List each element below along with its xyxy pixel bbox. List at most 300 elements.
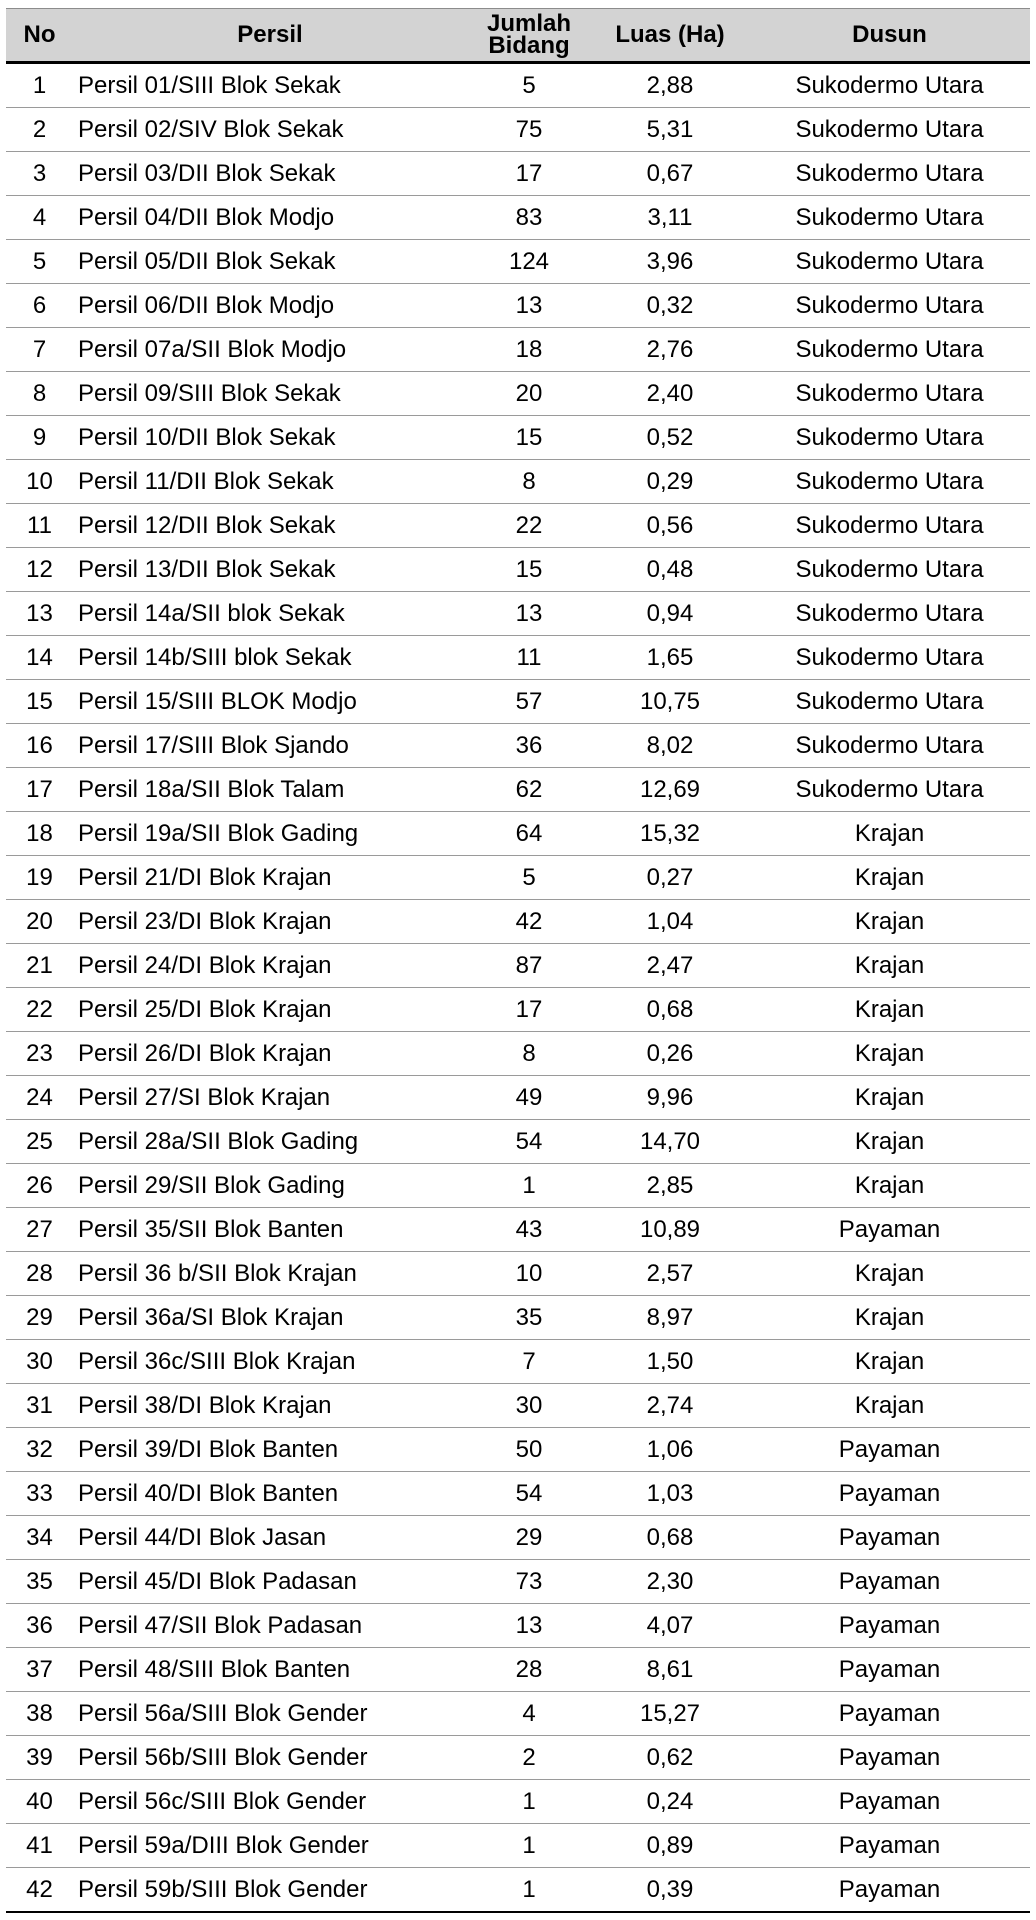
table-row — [6, 152, 1030, 196]
cell-no: 16 — [6, 724, 73, 768]
header-row — [6, 9, 1030, 63]
cell-persil — [73, 1604, 467, 1648]
cell-persil-text: Persil 17/SIII Blok Sjando — [78, 731, 349, 759]
table-row — [6, 240, 1030, 284]
table-header — [6, 9, 1030, 63]
cell-dusun: Sukodermo Utara — [749, 240, 1030, 284]
table-row — [6, 460, 1030, 504]
cell-persil — [73, 460, 467, 504]
cell-jumlah: 1 — [467, 1868, 591, 1913]
cell-no: 12 — [6, 548, 73, 592]
cell-luas: 0,24 — [591, 1780, 749, 1824]
cell-no: 2 — [6, 108, 73, 152]
cell-no: 6 — [6, 284, 73, 328]
cell-dusun: Payaman — [749, 1824, 1030, 1868]
cell-luas: 5,31 — [591, 108, 749, 152]
cell-dusun: Sukodermo Utara — [749, 63, 1030, 108]
table-row — [6, 1648, 1030, 1692]
cell-jumlah: 20 — [467, 372, 591, 416]
table-row — [6, 196, 1030, 240]
cell-persil — [73, 1076, 467, 1120]
cell-persil — [73, 1252, 467, 1296]
cell-luas: 0,32 — [591, 284, 749, 328]
cell-persil-text: Persil 59a/DIII Blok Gender — [78, 1831, 369, 1859]
cell-persil — [73, 1692, 467, 1736]
cell-persil-text: Persil 07a/SII Blok Modjo — [78, 335, 347, 363]
cell-jumlah: 13 — [467, 1604, 591, 1648]
cell-jumlah: 30 — [467, 1384, 591, 1428]
cell-no: 25 — [6, 1120, 73, 1164]
cell-no: 19 — [6, 856, 73, 900]
cell-luas: 1,06 — [591, 1428, 749, 1472]
cell-luas: 0,27 — [591, 856, 749, 900]
cell-dusun: Krajan — [749, 812, 1030, 856]
cell-persil — [73, 416, 467, 460]
cell-no: 39 — [6, 1736, 73, 1780]
cell-no: 33 — [6, 1472, 73, 1516]
cell-jumlah: 87 — [467, 944, 591, 988]
cell-persil — [73, 1384, 467, 1428]
cell-luas: 2,74 — [591, 1384, 749, 1428]
table-row — [6, 284, 1030, 328]
cell-luas: 15,32 — [591, 812, 749, 856]
cell-jumlah: 17 — [467, 152, 591, 196]
table-row — [6, 988, 1030, 1032]
cell-jumlah: 75 — [467, 108, 591, 152]
cell-luas: 0,48 — [591, 548, 749, 592]
cell-dusun: Krajan — [749, 856, 1030, 900]
cell-persil-text: Persil 29/SII Blok Gading — [78, 1171, 345, 1199]
cell-luas: 4,07 — [591, 1604, 749, 1648]
cell-dusun: Payaman — [749, 1692, 1030, 1736]
cell-persil — [73, 372, 467, 416]
cell-persil — [73, 1780, 467, 1824]
table-row — [6, 724, 1030, 768]
cell-persil-text: Persil 01/SIII Blok Sekak — [78, 71, 341, 99]
cell-persil — [73, 768, 467, 812]
cell-dusun: Sukodermo Utara — [749, 196, 1030, 240]
table-row — [6, 1208, 1030, 1252]
cell-persil-text: Persil 39/DI Blok Banten — [78, 1435, 339, 1463]
cell-no: 40 — [6, 1780, 73, 1824]
cell-jumlah: 42 — [467, 900, 591, 944]
cell-jumlah: 49 — [467, 1076, 591, 1120]
cell-jumlah: 13 — [467, 284, 591, 328]
cell-dusun: Krajan — [749, 1340, 1030, 1384]
cell-persil-text: Persil 36c/SIII Blok Krajan — [78, 1347, 356, 1375]
cell-persil-text: Persil 24/DI Blok Krajan — [78, 951, 332, 979]
cell-no: 14 — [6, 636, 73, 680]
cell-dusun: Payaman — [749, 1472, 1030, 1516]
cell-jumlah: 7 — [467, 1340, 591, 1384]
cell-luas: 0,62 — [591, 1736, 749, 1780]
table-row — [6, 328, 1030, 372]
cell-luas: 2,40 — [591, 372, 749, 416]
cell-luas: 1,03 — [591, 1472, 749, 1516]
cell-persil-text: Persil 15/SIII BLOK Modjo — [78, 687, 357, 715]
cell-persil — [73, 1296, 467, 1340]
table-row — [6, 1692, 1030, 1736]
cell-jumlah: 1 — [467, 1164, 591, 1208]
table-row — [6, 1428, 1030, 1472]
cell-persil — [73, 900, 467, 944]
cell-dusun: Krajan — [749, 944, 1030, 988]
cell-dusun: Sukodermo Utara — [749, 768, 1030, 812]
cell-persil — [73, 152, 467, 196]
cell-persil-text: Persil 36a/SI Blok Krajan — [78, 1303, 344, 1331]
cell-no: 35 — [6, 1560, 73, 1604]
cell-jumlah: 54 — [467, 1120, 591, 1164]
cell-jumlah: 18 — [467, 328, 591, 372]
cell-persil-text: Persil 03/DII Blok Sekak — [78, 159, 336, 187]
cell-persil — [73, 1736, 467, 1780]
cell-dusun: Payaman — [749, 1648, 1030, 1692]
table-row — [6, 548, 1030, 592]
table-row — [6, 108, 1030, 152]
cell-persil — [73, 680, 467, 724]
cell-no: 21 — [6, 944, 73, 988]
cell-jumlah: 73 — [467, 1560, 591, 1604]
cell-dusun: Payaman — [749, 1428, 1030, 1472]
cell-persil-text: Persil 35/SII Blok Banten — [78, 1215, 344, 1243]
cell-dusun: Sukodermo Utara — [749, 548, 1030, 592]
cell-luas: 3,96 — [591, 240, 749, 284]
cell-luas: 1,04 — [591, 900, 749, 944]
cell-luas: 0,39 — [591, 1868, 749, 1913]
cell-jumlah: 22 — [467, 504, 591, 548]
cell-persil-text: Persil 44/DI Blok Jasan — [78, 1523, 327, 1551]
cell-persil-text: Persil 26/DI Blok Krajan — [78, 1039, 332, 1067]
table-row — [6, 812, 1030, 856]
header-no: No — [6, 9, 73, 63]
table-row — [6, 900, 1030, 944]
cell-luas: 0,68 — [591, 1516, 749, 1560]
cell-jumlah: 64 — [467, 812, 591, 856]
cell-luas: 0,56 — [591, 504, 749, 548]
cell-dusun: Payaman — [749, 1604, 1030, 1648]
cell-no: 27 — [6, 1208, 73, 1252]
persil-table — [6, 8, 1030, 1913]
cell-persil — [73, 1472, 467, 1516]
cell-dusun: Sukodermo Utara — [749, 416, 1030, 460]
cell-persil — [73, 1560, 467, 1604]
cell-jumlah: 5 — [467, 856, 591, 900]
cell-no: 30 — [6, 1340, 73, 1384]
cell-jumlah: 35 — [467, 1296, 591, 1340]
cell-persil-text: Persil 04/DII Blok Modjo — [78, 203, 335, 231]
header-jumlah-line2: Bidang — [488, 32, 570, 59]
cell-persil-text: Persil 47/SII Blok Padasan — [78, 1611, 363, 1639]
cell-no: 34 — [6, 1516, 73, 1560]
cell-jumlah: 11 — [467, 636, 591, 680]
cell-persil-text: Persil 27/SI Blok Krajan — [78, 1083, 331, 1111]
cell-dusun: Payaman — [749, 1736, 1030, 1780]
cell-no: 41 — [6, 1824, 73, 1868]
cell-persil-text: Persil 12/DII Blok Sekak — [78, 511, 336, 539]
cell-jumlah: 17 — [467, 988, 591, 1032]
cell-luas: 8,97 — [591, 1296, 749, 1340]
cell-no: 29 — [6, 1296, 73, 1340]
cell-luas: 2,85 — [591, 1164, 749, 1208]
cell-jumlah: 1 — [467, 1824, 591, 1868]
cell-no: 22 — [6, 988, 73, 1032]
table-row — [6, 372, 1030, 416]
cell-dusun: Sukodermo Utara — [749, 372, 1030, 416]
table-row — [6, 944, 1030, 988]
cell-no: 28 — [6, 1252, 73, 1296]
cell-persil-text: Persil 40/DI Blok Banten — [78, 1479, 339, 1507]
cell-persil — [73, 856, 467, 900]
cell-persil-text: Persil 23/DI Blok Krajan — [78, 907, 332, 935]
cell-luas: 0,29 — [591, 460, 749, 504]
cell-no: 36 — [6, 1604, 73, 1648]
cell-luas: 0,94 — [591, 592, 749, 636]
cell-persil — [73, 548, 467, 592]
cell-persil-text: Persil 45/DI Blok Padasan — [78, 1567, 357, 1595]
cell-jumlah: 8 — [467, 460, 591, 504]
cell-luas: 8,61 — [591, 1648, 749, 1692]
cell-persil — [73, 1648, 467, 1692]
cell-no: 32 — [6, 1428, 73, 1472]
table-row — [6, 1604, 1030, 1648]
cell-persil — [73, 328, 467, 372]
cell-luas: 9,96 — [591, 1076, 749, 1120]
cell-persil — [73, 284, 467, 328]
cell-no: 4 — [6, 196, 73, 240]
cell-jumlah: 10 — [467, 1252, 591, 1296]
cell-dusun: Sukodermo Utara — [749, 504, 1030, 548]
cell-luas: 0,52 — [591, 416, 749, 460]
cell-dusun: Payaman — [749, 1516, 1030, 1560]
cell-persil-text: Persil 48/SIII Blok Banten — [78, 1655, 351, 1683]
table-row — [6, 416, 1030, 460]
cell-persil — [73, 1516, 467, 1560]
cell-jumlah: 54 — [467, 1472, 591, 1516]
cell-luas: 2,76 — [591, 328, 749, 372]
cell-dusun: Krajan — [749, 1076, 1030, 1120]
cell-no: 5 — [6, 240, 73, 284]
header-jumlah-bidang — [467, 9, 591, 63]
cell-persil-text: Persil 19a/SII Blok Gading — [78, 819, 359, 847]
cell-dusun: Sukodermo Utara — [749, 284, 1030, 328]
cell-persil-text: Persil 25/DI Blok Krajan — [78, 995, 332, 1023]
cell-dusun: Sukodermo Utara — [749, 680, 1030, 724]
table-row — [6, 1560, 1030, 1604]
header-persil: Persil — [73, 9, 467, 63]
table-row — [6, 1472, 1030, 1516]
cell-jumlah: 36 — [467, 724, 591, 768]
cell-persil — [73, 1208, 467, 1252]
cell-persil — [73, 1868, 467, 1913]
cell-dusun: Sukodermo Utara — [749, 152, 1030, 196]
cell-dusun: Krajan — [749, 1384, 1030, 1428]
cell-dusun: Krajan — [749, 988, 1030, 1032]
table-row — [6, 768, 1030, 812]
cell-no: 20 — [6, 900, 73, 944]
cell-persil-text: Persil 36 b/SII Blok Krajan — [78, 1259, 357, 1287]
cell-luas: 8,02 — [591, 724, 749, 768]
table-row — [6, 1076, 1030, 1120]
cell-jumlah: 5 — [467, 63, 591, 108]
cell-persil — [73, 1120, 467, 1164]
cell-luas: 2,47 — [591, 944, 749, 988]
cell-persil — [73, 944, 467, 988]
header-dusun: Dusun — [749, 9, 1030, 63]
table-row — [6, 63, 1030, 108]
cell-luas: 2,57 — [591, 1252, 749, 1296]
cell-persil — [73, 1428, 467, 1472]
cell-no: 26 — [6, 1164, 73, 1208]
cell-persil — [73, 240, 467, 284]
cell-no: 17 — [6, 768, 73, 812]
table-row — [6, 1296, 1030, 1340]
cell-luas: 3,11 — [591, 196, 749, 240]
table-row — [6, 1032, 1030, 1076]
cell-persil-text: Persil 06/DII Blok Modjo — [78, 291, 335, 319]
cell-persil-text: Persil 10/DII Blok Sekak — [78, 423, 336, 451]
cell-no: 8 — [6, 372, 73, 416]
header-luas: Luas (Ha) — [591, 9, 749, 63]
cell-dusun: Sukodermo Utara — [749, 636, 1030, 680]
cell-jumlah: 13 — [467, 592, 591, 636]
cell-persil — [73, 812, 467, 856]
cell-dusun: Krajan — [749, 1296, 1030, 1340]
cell-persil-text: Persil 14b/SIII blok Sekak — [78, 643, 352, 671]
cell-jumlah: 83 — [467, 196, 591, 240]
cell-persil — [73, 1340, 467, 1384]
cell-dusun: Sukodermo Utara — [749, 592, 1030, 636]
cell-luas: 0,68 — [591, 988, 749, 1032]
cell-dusun: Krajan — [749, 1032, 1030, 1076]
cell-persil — [73, 988, 467, 1032]
table-row — [6, 856, 1030, 900]
cell-dusun: Payaman — [749, 1560, 1030, 1604]
cell-no: 15 — [6, 680, 73, 724]
cell-persil — [73, 724, 467, 768]
cell-no: 38 — [6, 1692, 73, 1736]
cell-jumlah: 1 — [467, 1780, 591, 1824]
cell-persil-text: Persil 56c/SIII Blok Gender — [78, 1787, 367, 1815]
cell-no: 18 — [6, 812, 73, 856]
cell-persil-text: Persil 13/DII Blok Sekak — [78, 555, 336, 583]
cell-dusun: Payaman — [749, 1868, 1030, 1913]
cell-luas: 14,70 — [591, 1120, 749, 1164]
cell-dusun: Sukodermo Utara — [749, 108, 1030, 152]
table-row — [6, 1824, 1030, 1868]
table-row — [6, 504, 1030, 548]
cell-no: 31 — [6, 1384, 73, 1428]
cell-no: 10 — [6, 460, 73, 504]
cell-persil — [73, 1164, 467, 1208]
cell-no: 13 — [6, 592, 73, 636]
table-row — [6, 1252, 1030, 1296]
cell-persil — [73, 1824, 467, 1868]
cell-no: 37 — [6, 1648, 73, 1692]
cell-dusun: Sukodermo Utara — [749, 460, 1030, 504]
cell-no: 42 — [6, 1868, 73, 1913]
cell-dusun: Krajan — [749, 900, 1030, 944]
cell-luas: 0,26 — [591, 1032, 749, 1076]
cell-persil-text: Persil 18a/SII Blok Talam — [78, 775, 345, 803]
cell-persil-text: Persil 28a/SII Blok Gading — [78, 1127, 359, 1155]
cell-persil-text: Persil 21/DI Blok Krajan — [78, 863, 332, 891]
cell-persil-text: Persil 38/DI Blok Krajan — [78, 1391, 332, 1419]
table-row — [6, 592, 1030, 636]
cell-dusun: Sukodermo Utara — [749, 724, 1030, 768]
cell-jumlah: 57 — [467, 680, 591, 724]
cell-persil — [73, 636, 467, 680]
table-row — [6, 1868, 1030, 1913]
table-row — [6, 1120, 1030, 1164]
cell-jumlah: 43 — [467, 1208, 591, 1252]
cell-no: 9 — [6, 416, 73, 460]
cell-luas: 15,27 — [591, 1692, 749, 1736]
cell-luas: 0,67 — [591, 152, 749, 196]
cell-jumlah: 28 — [467, 1648, 591, 1692]
cell-no: 7 — [6, 328, 73, 372]
table-row — [6, 680, 1030, 724]
cell-luas: 2,88 — [591, 63, 749, 108]
cell-jumlah: 62 — [467, 768, 591, 812]
cell-luas: 12,69 — [591, 768, 749, 812]
cell-dusun: Krajan — [749, 1252, 1030, 1296]
cell-jumlah: 124 — [467, 240, 591, 284]
cell-persil — [73, 592, 467, 636]
table-row — [6, 1164, 1030, 1208]
cell-persil-text: Persil 05/DII Blok Sekak — [78, 247, 336, 275]
cell-persil-text: Persil 56b/SIII Blok Gender — [78, 1743, 368, 1771]
cell-dusun: Payaman — [749, 1208, 1030, 1252]
cell-dusun: Payaman — [749, 1780, 1030, 1824]
cell-persil-text: Persil 56a/SIII Blok Gender — [78, 1699, 368, 1727]
cell-jumlah: 29 — [467, 1516, 591, 1560]
table-row — [6, 1516, 1030, 1560]
cell-jumlah: 15 — [467, 416, 591, 460]
cell-luas: 10,75 — [591, 680, 749, 724]
cell-dusun: Sukodermo Utara — [749, 328, 1030, 372]
header-jumlah-line1: Jumlah — [486, 10, 572, 37]
cell-jumlah: 2 — [467, 1736, 591, 1780]
cell-no: 1 — [6, 63, 73, 108]
table-row — [6, 1384, 1030, 1428]
cell-persil — [73, 1032, 467, 1076]
cell-dusun: Krajan — [749, 1120, 1030, 1164]
cell-luas: 1,65 — [591, 636, 749, 680]
cell-persil-text: Persil 02/SIV Blok Sekak — [78, 115, 344, 143]
table-row — [6, 1340, 1030, 1384]
cell-no: 3 — [6, 152, 73, 196]
cell-luas: 1,50 — [591, 1340, 749, 1384]
cell-persil — [73, 63, 467, 108]
cell-persil — [73, 108, 467, 152]
cell-persil-text: Persil 14a/SII blok Sekak — [78, 599, 345, 627]
cell-persil-text: Persil 09/SIII Blok Sekak — [78, 379, 341, 407]
cell-jumlah: 8 — [467, 1032, 591, 1076]
cell-luas: 0,89 — [591, 1824, 749, 1868]
cell-no: 11 — [6, 504, 73, 548]
table-row — [6, 1736, 1030, 1780]
cell-jumlah: 15 — [467, 548, 591, 592]
cell-persil — [73, 504, 467, 548]
table-row — [6, 1780, 1030, 1824]
cell-luas: 10,89 — [591, 1208, 749, 1252]
cell-persil — [73, 196, 467, 240]
cell-persil-text: Persil 59b/SIII Blok Gender — [78, 1875, 368, 1903]
cell-dusun: Krajan — [749, 1164, 1030, 1208]
cell-luas: 2,30 — [591, 1560, 749, 1604]
cell-no: 24 — [6, 1076, 73, 1120]
table-row — [6, 636, 1030, 680]
